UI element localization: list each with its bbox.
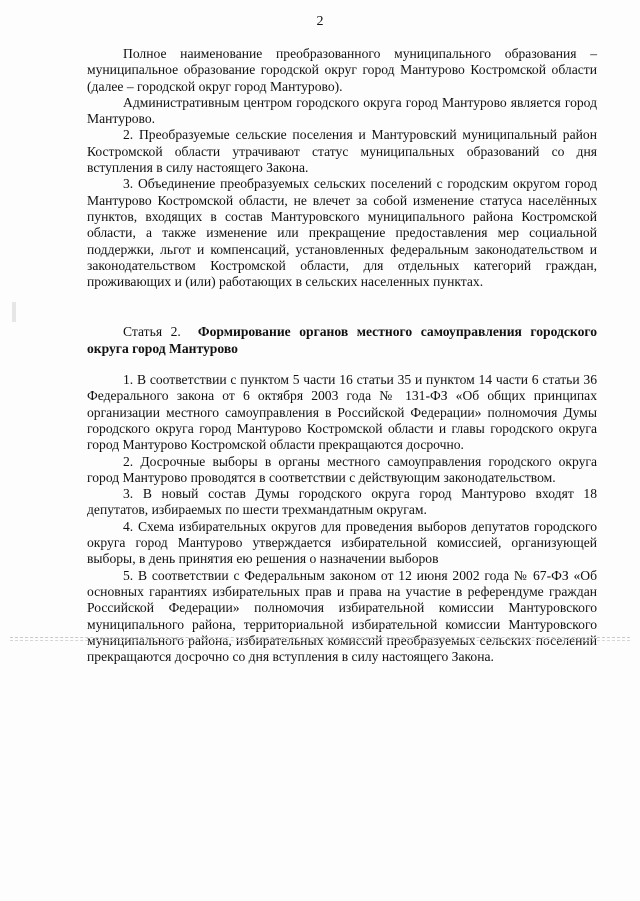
article-title: Формирование органов местного самоуправления городского округа город Мантурово <box>87 324 598 356</box>
scan-artifact-line <box>10 637 630 638</box>
paragraph-item-2: 2. Преобразуемые сельские поселения и Мантуровский муниципальный район Костромской области утрачивают статус муниципальных образований со дня вступления в силу настоящего Закона. <box>87 127 597 176</box>
article2-item-1: 1. В соответствии с пунктом 5 части 16 статьи 35 и пунктом 14 части 6 статьи 36 Федерального закона от 6 октября 2003 года № 131-ФЗ «Об общих принципах организации местного самоуправления в Российской Федерации» полномочия Думы городского округа город Мантурово Костромской области и главы городского округа город Мантурово Костромской области прекращаются досрочно. <box>87 372 597 453</box>
page-number: 2 <box>316 14 324 29</box>
article2-item-4: 4. Схема избирательных округов для проведения выборов депутатов городского округа город Мантурово утверждается избирательной комиссией, организующей выборы, в день принятия ею решения о назначении выборов <box>87 518 597 567</box>
article-heading <box>87 324 597 357</box>
paragraph-full-name: Полное наименование преобразованного муниципального образования – муниципальное образование городской округ город Мантурово Костромской области (далее – городской округ город Мантурово). <box>87 46 597 94</box>
spacer <box>87 357 597 372</box>
article2-item-3: 3. В новый состав Думы городского округа город Мантурово входят 18 депутатов, избираемых по шести трехмандатным округам. <box>87 486 597 518</box>
scan-artifact-line <box>10 640 630 641</box>
spacer <box>87 290 597 324</box>
document-body <box>87 46 597 665</box>
article2-item-2: 2. Досрочные выборы в органы местного самоуправления городского округа город Мантурово проводятся в соответствии с действующим законодательством. <box>87 453 597 485</box>
paragraph-admin-center: Административным центром городского округа город Мантурово является город Мантурово. <box>87 94 597 127</box>
article2-item-5: 5. В соответствии с Федеральным законом от 12 июня 2002 года № 67-ФЗ «Об основных гарантиях избирательных прав и права на участие в референдуме граждан Российской Федерации» полномочия избирательной комиссии Мантуровского муниципального района, территориальной избирательной комиссии Мантуровского муниципального района, избирательных комиссий преобразуемых сельских поселений прекращаются досрочно со дня вступления в силу настоящего Закона. <box>87 567 597 665</box>
article-label: Статья 2. <box>123 324 181 340</box>
paragraph-item-3: 3. Объединение преобразуемых сельских поселений с городским округом город Мантурово Костромской области, не влечет за собой изменение статуса населённых пунктов, входящих в состав Мантуровского муниципального района Костромской области, а также изменение или прекращение предоставления мер социальной поддержки, льгот и компенсаций, установленных федеральным законодательством и законодательством Костромской области, для отдельных категорий граждан, проживающих и (или) работающих в сельских населенных пунктах. <box>87 176 597 290</box>
scan-artifact-mark <box>12 302 16 322</box>
